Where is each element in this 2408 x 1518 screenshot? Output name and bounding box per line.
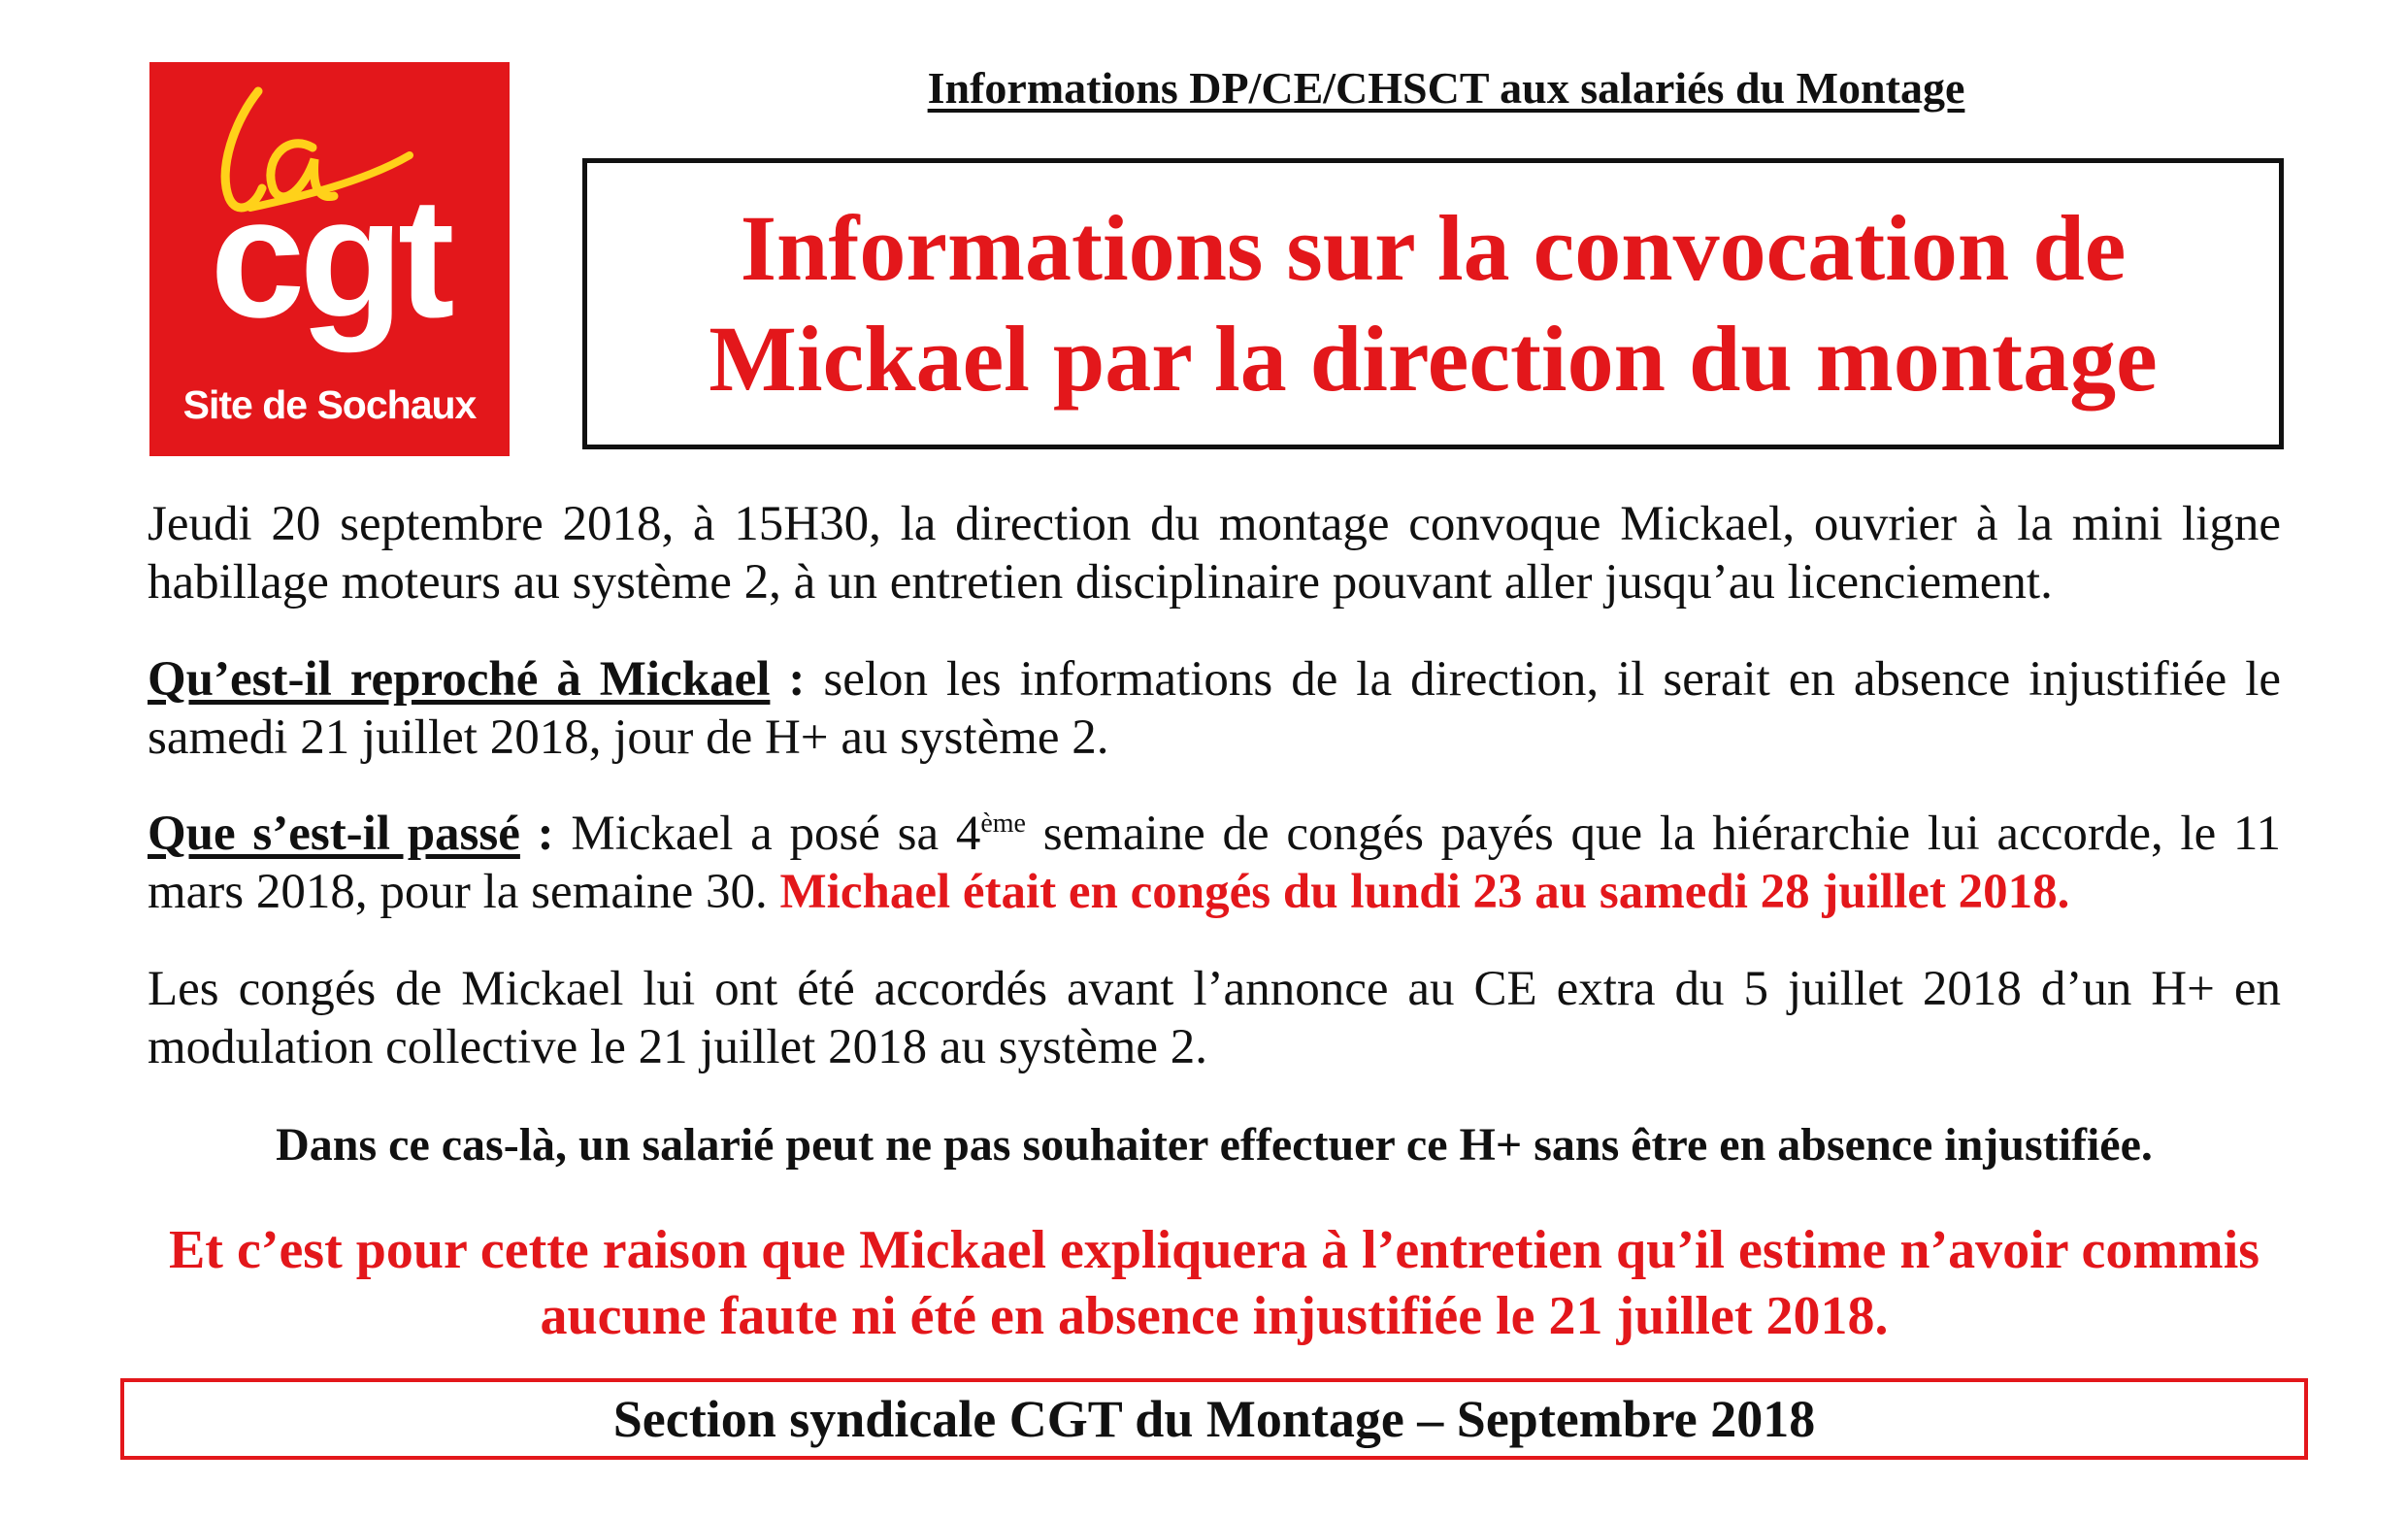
ordinal-suffix: ème: [980, 808, 1026, 839]
reproach-label: Qu’est-il reproché à Mickael: [148, 652, 771, 707]
paragraph-leave-granted: Les congés de Mickael lui ont été accordés avant l’annonce au CE extra du 5 juillet 2018 d’un H+ en modulation collective le 21 juillet 2018 au système 2.: [148, 962, 2281, 1074]
document-title: Informations sur la convocation de Mickael par la direction du montage: [709, 196, 2158, 411]
title-box: [582, 158, 2284, 449]
paragraph-convocation: Jeudi 20 septembre 2018, à 15H30, la direction du montage convoque Mickael, ouvrier à la mini ligne habillage moteurs au système 2, à un entretien disciplinaire pouvant aller jusqu’au licenciement.: [148, 497, 2281, 610]
logo-brand: cgt: [210, 163, 449, 353]
reproach-colon: :: [770, 652, 806, 707]
logo-site: Site de Sochaux: [182, 382, 477, 427]
paragraph-reproach: [148, 650, 2281, 767]
what-happened-label: Que s’est-il passé: [148, 807, 520, 861]
what-happened-text-a: Mickael a posé sa 4: [553, 807, 981, 861]
footer-box: [120, 1378, 2308, 1460]
statement-bold: Dans ce cas-là, un salarié peut ne pas souhaiter effectuer ce H+ sans être en absence injustifiée.: [276, 1119, 2153, 1171]
conclusion-red: Et c’est pour cette raison que Mickael expliquera à l’entretien qu’il estime n’avoir commis aucune faute ni été en absence injustifiée le 21 juillet 2018.: [168, 1220, 2260, 1346]
reproach-text: selon les informations de la direction, il serait en absence injustifiée le samedi 21 juillet 2018, jour de H+ au système 2.: [148, 652, 2282, 765]
header-line: Informations DP/CE/CHSCT aux salariés du Montage: [927, 63, 1965, 113]
leave-dates-highlight: Michael était en congés du lundi 23 au samedi 28 juillet 2018.: [779, 865, 2070, 919]
what-happened-colon: :: [519, 807, 554, 861]
paragraph-what-happened: [148, 805, 2281, 921]
footer-text: Section syndicale CGT du Montage – Septembre 2018: [612, 1390, 1816, 1448]
what-happened-text-b: semaine de congés payés que la hiérarchie lui accorde, le 11 mars 2018, pour la semaine 30.: [148, 807, 2282, 919]
cgt-logo: [149, 62, 510, 456]
